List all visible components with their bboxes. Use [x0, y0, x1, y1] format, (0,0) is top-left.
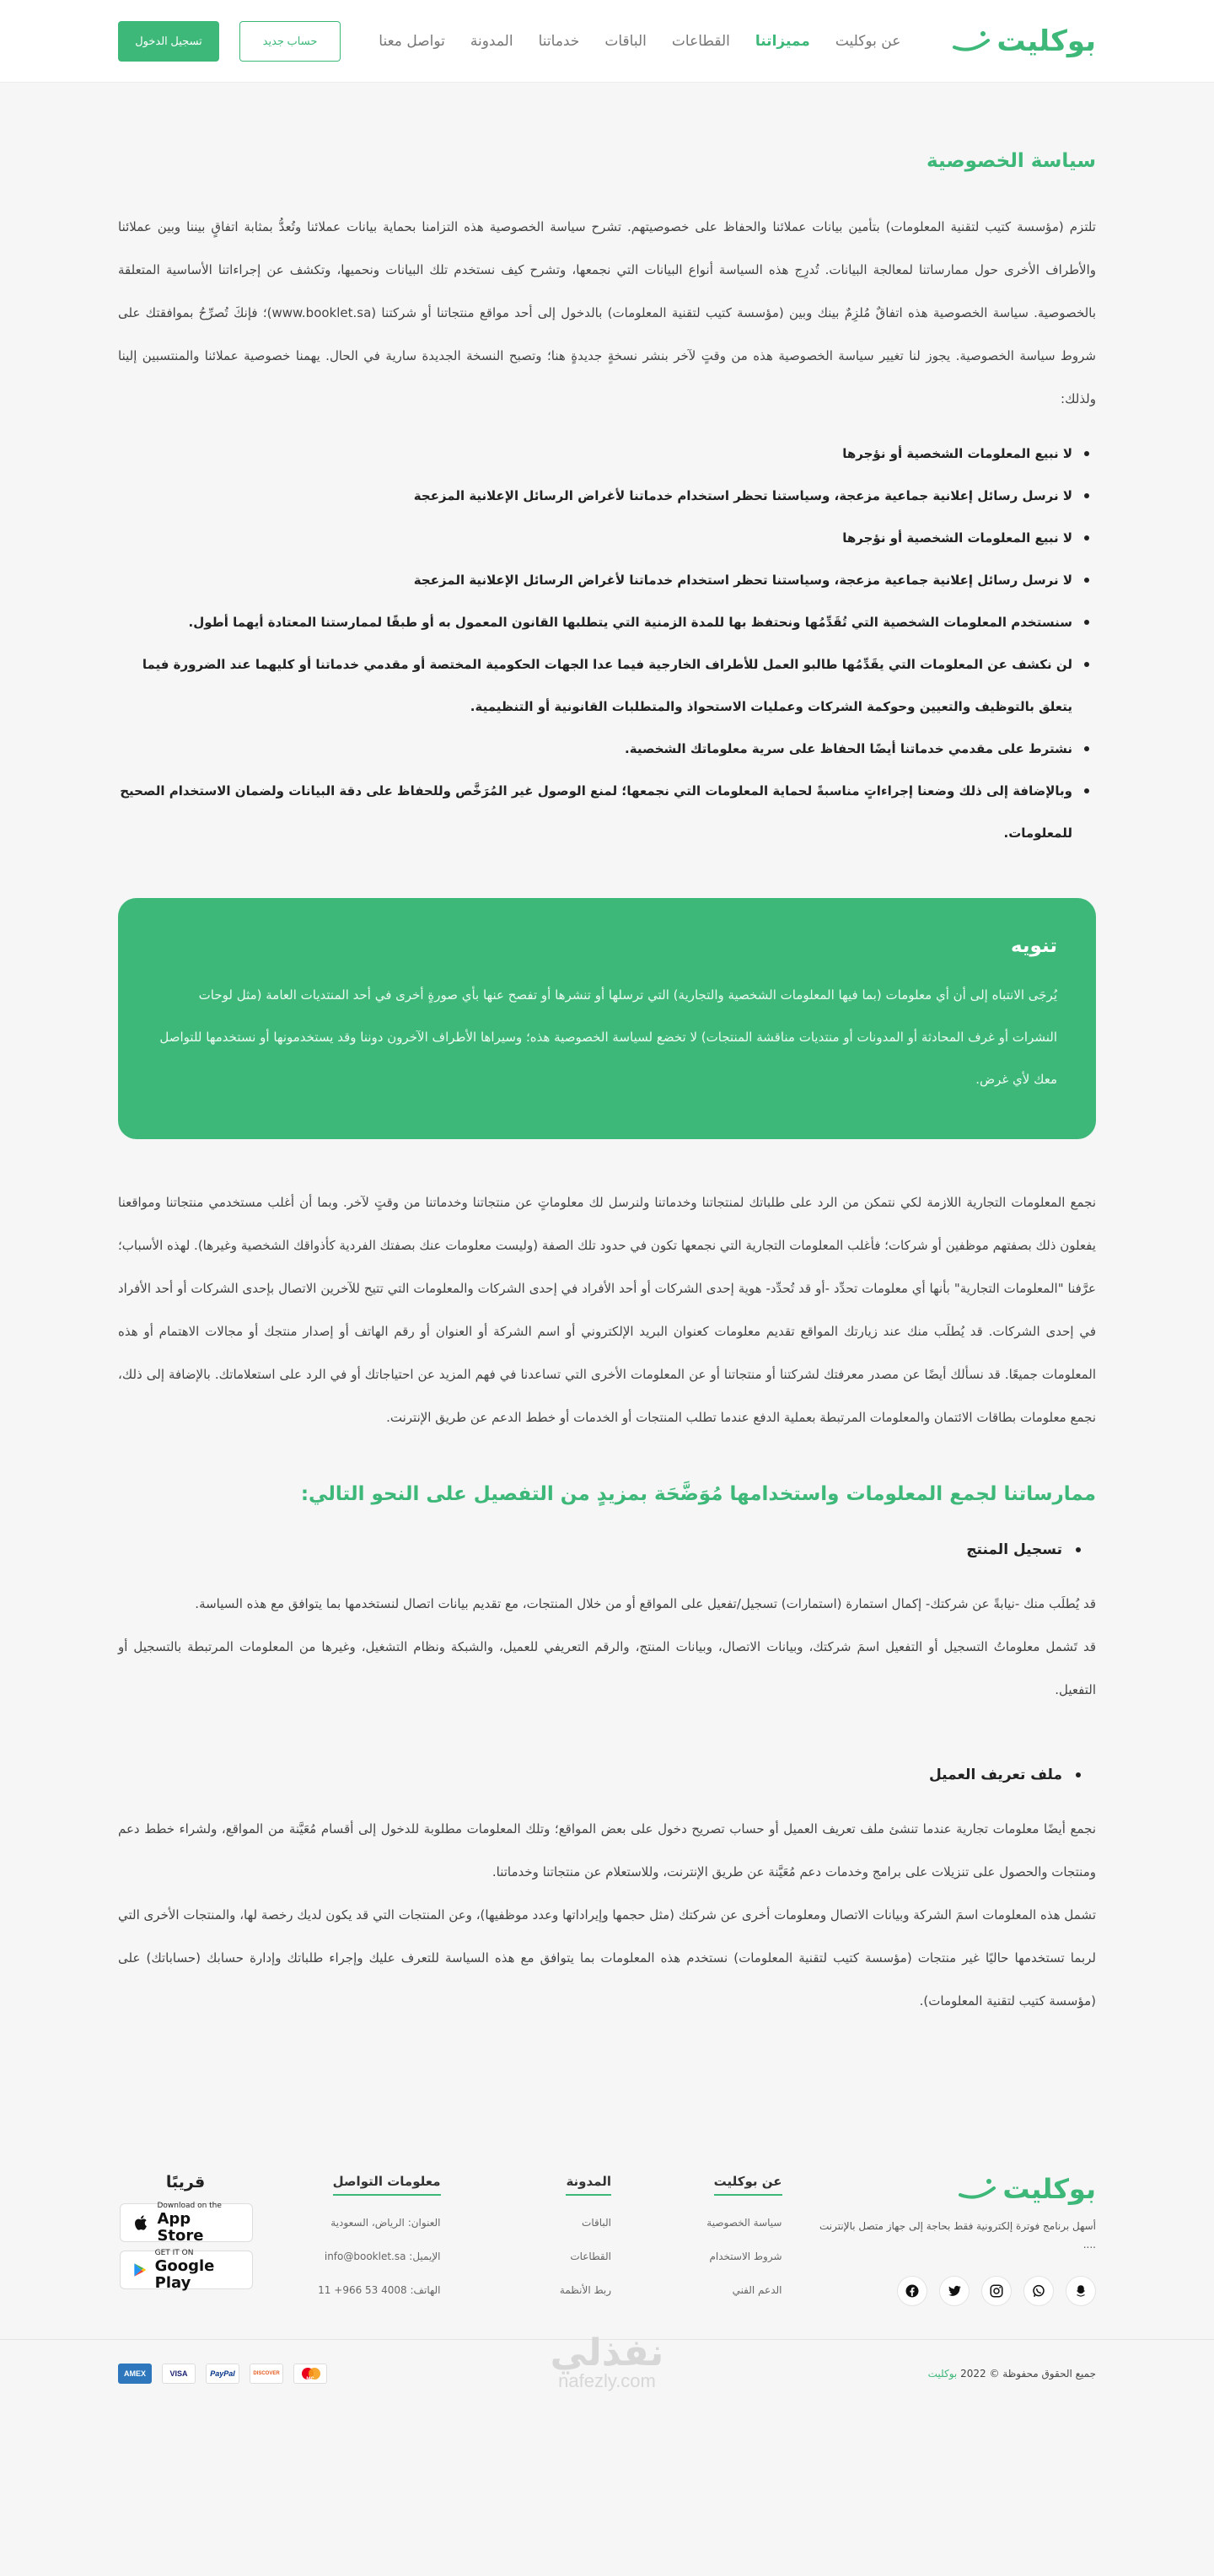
instagram-icon[interactable]	[981, 2276, 1012, 2306]
customer-profile-heading: ملف تعريف العميل	[118, 1754, 1096, 1796]
logo-mark-icon	[951, 29, 991, 54]
watermark-en: nafezly.com	[558, 2370, 656, 2391]
paypal-icon: PayPal	[206, 2364, 239, 2384]
google-play-icon	[132, 2260, 148, 2280]
visa-icon: VISA	[162, 2364, 196, 2384]
footer-brand	[818, 2173, 1096, 2307]
footer-bottom	[0, 2331, 1214, 2407]
footer-about	[647, 2173, 782, 2307]
footer-logo[interactable]	[818, 2173, 1096, 2205]
collect-paragraph: نجمع المعلومات التجارية اللازمة لكي نتمكن من الرد على طلباتك لمنتجاتنا وخدماتنا ولنرسل لك معلوماتٍ عن منتجاتنا وخدماتنا من وقتٍ لآخر. وبما أن أغلب مستخدمي منتجاتنا ومواقعنا يفعلون ذلك بصفتهم موظفين أو شركات؛ فأغلب المعلومات التجارية التي نجمعها تكون في حدود تلك الصفة (وليست معلومات عنك بصفتك الفردية كأذواقك الشخصية وغيرها). لهذه الأسباب؛ عرَّفنا "المعلومات التجارية" بأنها أي معلومات تحدِّد -أو قد تُحدِّد- هوية إحدى الشركات أو أحد الأفراد في إحدى الشركات والمعلومات التي تتيح للآخرين الاتصال بإحدى الشركات أو أحد الأفراد في إحدى الشركات. قد يُطلَب منك عند زيارتك المواقع تقديم معلومات كعنوان البريد الإلكتروني أو اسم الشركة أو العنوان أو رقم الهاتف أو إصدار منتجك أو مجالات الاهتمام أو هذه المعلومات جميعًا. قد نسألك أيضًا عن مصدر معرفتك لشركتنا أو منتجاتنا أو عن المعلومات الأخرى التي تساعدنا في فهم المزيد عن احتياجاتك أو في الرد على استعلاماتك. بالإضافة إلى ذلك، نجمع معلومات بطاقات الائتمان والمعلومات المرتبطة بعملية الدفع عندما تطلب المنتجات أو الخدمات أو خطط الدعم عن طريق الإنترنت.	[118, 1195, 1096, 1425]
apple-icon	[132, 2213, 150, 2233]
mastercard-icon: MC	[293, 2364, 327, 2384]
logo-text: بوكليت	[996, 24, 1096, 58]
payment-methods	[118, 2364, 327, 2384]
nav-sectors[interactable]: القطاعات	[671, 32, 730, 50]
new-account-button[interactable]: حساب جديد	[239, 21, 341, 62]
social-links	[818, 2276, 1096, 2306]
footer-contact-title: معلومات التواصل	[333, 2174, 441, 2196]
app-store-button[interactable]	[120, 2201, 253, 2245]
watermark	[550, 2331, 664, 2391]
main-nav	[341, 33, 900, 50]
footer-tagline: أسهل برنامج فوترة إلكترونية فقط بحاجة إلى جهاز متصل بالإنترنت ....	[819, 2220, 1096, 2251]
product-registration-p1: قد يُطلَب منك -نيابةً عن شركتك- إكمال استمارة (استمارات) تسجيل/تفعيل على المواقع أو من خلال المنتجات، مع تقديم بيانات اتصال لنستخدمها بما يتوافق مع هذه السياسة.	[195, 1596, 1096, 1611]
footer-link-terms[interactable]: شروط الاستخدام	[709, 2251, 782, 2262]
app-store-small: Download on the	[157, 2201, 222, 2210]
list-item: نشترط على مقدمي خدماتنا أيضًا الحفاظ على سرية معلوماتك الشخصية.	[118, 728, 1096, 770]
footer-contact	[289, 2173, 441, 2307]
footer-phone[interactable]: الهاتف: 4008 53 966+ 11	[318, 2284, 441, 2296]
copyright-prefix: جميع الحقوق محفوظة © 2022	[960, 2367, 1096, 2380]
google-play-button[interactable]	[120, 2248, 253, 2292]
whatsapp-icon[interactable]	[1023, 2276, 1054, 2306]
footer-logo-text: بوكليت	[1002, 2173, 1096, 2205]
footer-link-support[interactable]: الدعم الفني	[732, 2284, 782, 2296]
header-actions	[118, 21, 341, 62]
footer-email[interactable]: الإيميل: info@booklet.sa	[324, 2251, 441, 2262]
google-play-big: Google Play	[154, 2256, 215, 2292]
product-registration-p2: قد تَشمل معلوماتُ التسجيل أو التفعيل اسمَ شركتك، وبيانات الاتصال، وبيانات المنتج، والرقم التعريفي للعميل، والشبكة ونظام التشغيل، وغيرها من المعلومات المرتبطة بالتسجيل أو التفعيل.	[118, 1639, 1096, 1697]
snapchat-icon[interactable]	[1066, 2276, 1096, 2306]
privacy-content	[118, 83, 1096, 2023]
login-button[interactable]: تسجيل الدخول	[118, 21, 219, 62]
logo-mark-icon	[957, 2176, 997, 2202]
footer-link-integrations[interactable]: ربط الأنظمة	[559, 2284, 611, 2296]
copyright	[928, 2368, 1096, 2380]
list-item: لا نبيع المعلومات الشخصية أو نؤجرها	[118, 517, 1096, 559]
apps-title: قريبًا	[165, 2173, 206, 2191]
discover-icon: DISCOVER	[250, 2364, 283, 2384]
twitter-icon[interactable]	[939, 2276, 970, 2306]
footer-about-title: عن بوكليت	[714, 2174, 782, 2196]
watermark-ar: نفذلي	[550, 2331, 664, 2374]
list-item: لن نكشف عن المعلومات التي يقَدِّمُها طالبو العمل للأطراف الخارجية فيما عدا الجهات الحكومية المختصة أو مقدمي خدماتنا أو كليهما عند الضرورة فيما يتعلق بالتوظيف والتعيين وحوكمة الشركات وعمليات الاستحواذ والمتطلبات القانونية أو التنظيمية.	[118, 643, 1096, 728]
footer-apps	[118, 2173, 253, 2307]
list-item: لا نرسل رسائل إعلانية جماعية مزعجة، وسياستنا تحظر استخدام خدماتنا لأغراض الرسائل الإعلانية المزعجة	[118, 475, 1096, 517]
logo[interactable]	[951, 24, 1096, 58]
facebook-icon[interactable]	[897, 2276, 927, 2306]
app-store-big: App Store	[157, 2209, 204, 2245]
privacy-bullets	[118, 433, 1096, 854]
list-item: لا نبيع المعلومات الشخصية أو نؤجرها	[118, 433, 1096, 475]
footer-address: العنوان: الرياض، السعودية	[330, 2217, 441, 2229]
list-item: لا نرسل رسائل إعلانية جماعية مزعجة، وسياستنا تحظر استخدام خدماتنا لأغراض الرسائل الإعلانية المزعجة	[118, 559, 1096, 601]
notice-box	[118, 898, 1096, 1139]
notice-title: تنويه	[1010, 935, 1057, 957]
footer-blog-title: المدونة	[566, 2174, 611, 2196]
nav-features[interactable]: مميزاتنا	[755, 32, 810, 50]
copyright-brand[interactable]: بوكليت	[927, 2367, 958, 2380]
footer-link-plans[interactable]: الباقات	[582, 2217, 611, 2229]
google-play-small: GET IT ON	[154, 2248, 194, 2257]
site-header	[0, 0, 1214, 83]
nav-contact[interactable]: تواصل معنا	[379, 32, 445, 50]
privacy-intro: تلتزم (مؤسسة كتيب لتقنية المعلومات) بتأمين بيانات عملائنا والحفاظ على خصوصيتهم. تشرح سياسة الخصوصية هذه التزامنا بحماية بيانات عملائنا وتُعدُّ بمثابة اتفاقٍ بيننا وبين عملائنا والأطراف الأخرى حول ممارساتنا لمعالجة البيانات. تُدرِج هذه السياسة أنواع البيانات التي نجمعها، وتشرح كيف نستخدم تلك البيانات ونحميها، وتكشف عن إجراءاتنا الأساسية المتعلقة بالخصوصية. سياسة الخصوصية هذه اتفاقٌ مُلزِمٌ بينك وبين (مؤسسة كتيب لتقنية المعلومات) بالدخول إلى أحد مواقع منتجاتنا أو شركتنا (www.booklet.sa)؛ فإنكَ تُصرِّحُ بموافقتك على شروط سياسة الخصوصية. يجوز لنا تغيير سياسة الخصوصية هذه من وقتٍ لآخر بنشر نسخةٍ جديدةٍ هنا؛ وتصبح النسخة الجديدة سارية في الحال. يهمنا خصوصية عملائنا والمنتسبين إلينا ولذلك:	[118, 219, 1096, 406]
page-title: سياسة الخصوصية	[927, 150, 1096, 172]
footer-link-privacy[interactable]: سياسة الخصوصية	[706, 2217, 782, 2229]
practices-title: ممارساتنا لجمع المعلومات واستخدامها مُوَضَّحَة بمزيدٍ من التفصيل على النحو التالي:	[300, 1483, 1096, 1505]
nav-blog[interactable]: المدونة	[470, 32, 513, 50]
amex-icon: AMEX	[118, 2364, 152, 2384]
list-item: سنستخدم المعلومات الشخصية التي تُقَدِّمُها ونحتفظ بها للمدة الزمنية التي يتطلبها القانون المعمول به أو طبقًا لممارستنا المعتادة أيهما أطول.	[118, 601, 1096, 643]
footer-blog	[476, 2173, 611, 2307]
list-item: وبالإضافة إلى ذلك وضعنا إجراءاتٍ مناسبةً لحماية المعلومات التي نجمعها؛ لمنع الوصول غير المُرَخَّص وللحفاظ على دقة البيانات ولضمان الاستخدام الصحيح للمعلومات.	[118, 770, 1096, 854]
footer-link-sectors[interactable]: القطاعات	[570, 2251, 611, 2262]
customer-profile-p2: تشمل هذه المعلومات اسمَ الشركة وبيانات الاتصال ومعلومات أخرى عن شركتك (مثل حجمها وإيراداتها وعدد موظفيها)، وعن المنتجات التي قد يكون لديك رخصة لها، والمنتجات الأخرى التي لربما تستخدمها حاليًا غير منتجات (مؤسسة كتيب لتقنية المعلومات) نستخدم هذه المعلومات بما يتوافق مع هذه السياسة للتعرف عليك وإجراء طلباتك وإدارة حسابك (حساباتك) على (مؤسسة كتيب لتقنية المعلومات).	[118, 1907, 1096, 2009]
site-footer	[0, 2173, 1214, 2407]
nav-plans[interactable]: الباقات	[604, 32, 647, 50]
notice-text: يُرجَى الانتباه إلى أن أي معلومات (بما فيها المعلومات الشخصية والتجارية) التي ترسلها أو تنشرها أو تفصح عنها بأي صورةٍ أخرى في أحد المنتديات العامة (مثل لوحات النشرات أو غرف المحادثة أو المدونات أو منتديات مناقشة المنتجات) لا تخضع لسياسة الخصوصية هذه؛ وسيراها الأطراف الآخرون دوننا وقد يستخدمونها أو نستخدمها للتواصل معك لأي غرض.	[159, 987, 1057, 1087]
customer-profile-p1: نجمع أيضًا معلومات تجارية عندما تنشئ ملف تعريف العميل أو حساب تصريح دخول على بعض المواقع؛ وتلك المعلومات مطلوبة للدخول إلى أقسام مُعَيَّنة من المواقع، ولشراء خطط دعم ومنتجات والحصول على تنزيلات على برامج وخدمات دعم مُعَيَّنة عن طريق الإنترنت، وللاستعلام عن منتجاتنا وخدماتنا.	[118, 1821, 1096, 1880]
nav-services[interactable]: خدماتنا	[538, 32, 580, 50]
nav-about[interactable]: عن بوكليت	[835, 32, 901, 50]
product-registration-heading: تسجيل المنتج	[118, 1529, 1096, 1571]
